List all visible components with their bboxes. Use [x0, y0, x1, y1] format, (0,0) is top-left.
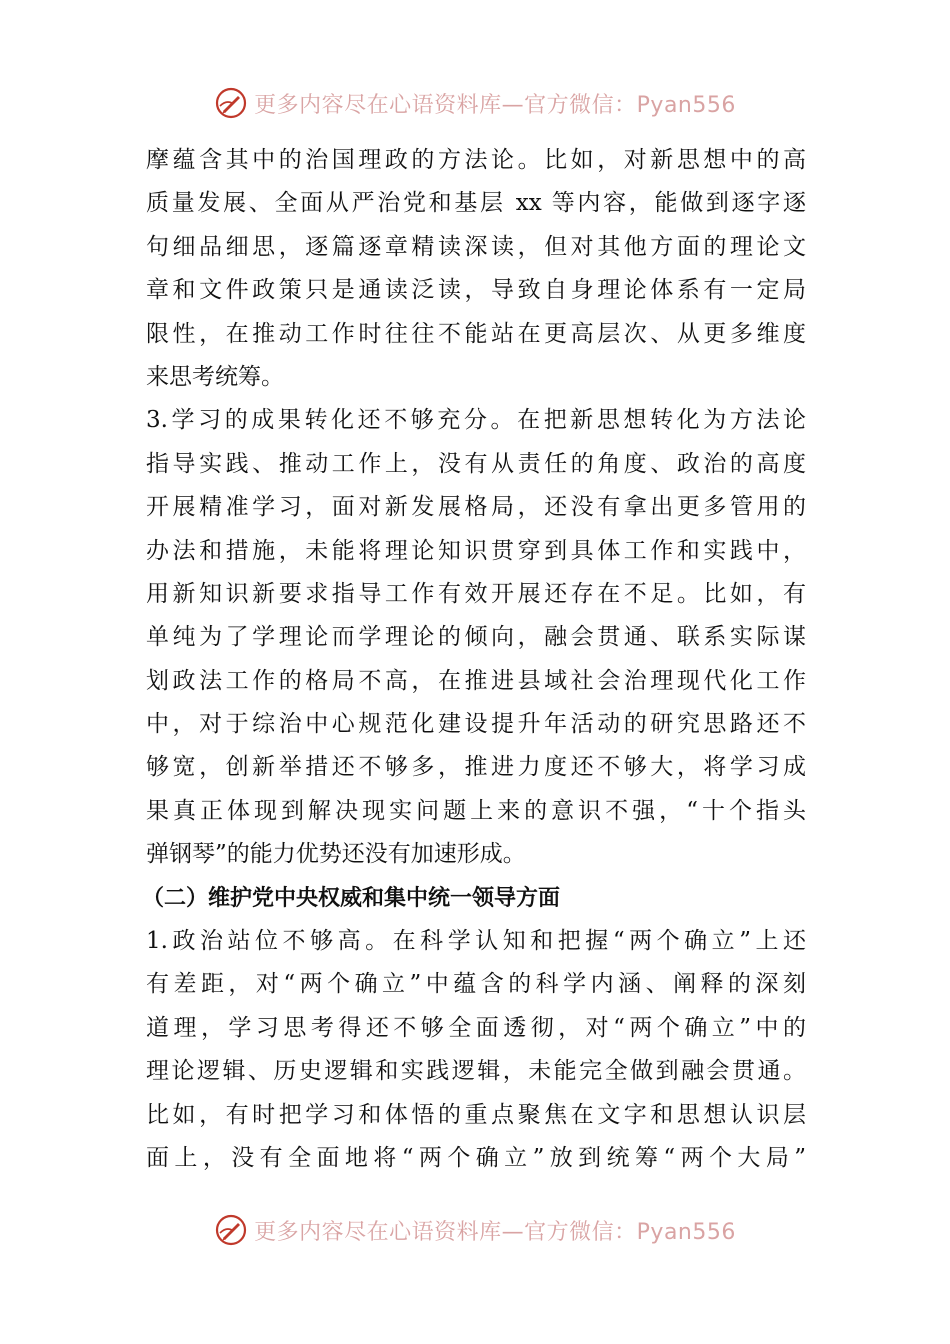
document-body [142, 139, 806, 1180]
text-line: 章和文件政策只是通读泛读，导致自身理论体系有一定局 [146, 277, 806, 304]
footer-wechat-id: Pyan556 [636, 1219, 736, 1245]
header-wechat-id: Pyan556 [636, 92, 736, 118]
header-banner [0, 79, 950, 127]
text-line: 面上，没有全面地将“两个确立”放到统筹“两个大局” [146, 1144, 806, 1171]
text-line: 用新知识新要求指导工作有效开展还存在不足。比如，有 [146, 580, 806, 607]
header-banner-text: 更多内容尽在心语资料库—官方微信：Pyan556 [254, 92, 736, 118]
text-line: 中，对于综治中心规范化建设提升年活动的研究思路还不 [146, 711, 806, 738]
text-line: 道理，学习思考得还不够全面透彻，对“两个确立”中的 [146, 1014, 806, 1041]
text-line: 划政法工作的格局不高，在推进县域社会治理现代化工作 [146, 667, 806, 694]
section-heading: （二）维护党中央权威和集中统一领导方面 [142, 885, 561, 911]
text-line: 质量发展、全面从严治党和基层 xx 等内容，能做到逐字逐 [146, 190, 806, 217]
footer-banner-text: 更多内容尽在心语资料库—官方微信：Pyan556 [254, 1219, 736, 1245]
text-line: 指导实践、推动工作上，没有从责任的角度、政治的高度 [146, 450, 806, 477]
text-line: 有差距，对“两个确立”中蕴含的科学内涵、阐释的深刻 [146, 971, 806, 998]
text-line: 比如，有时把学习和体悟的重点聚焦在文字和思想认识层 [146, 1101, 806, 1128]
text-line: 理论逻辑、历史逻辑和实践逻辑，未能完全做到融会贯通。 [146, 1058, 806, 1085]
text-line: 果真正体现到解决现实问题上来的意识不强，“十个指头 [146, 797, 806, 824]
text-line: 摩蕴含其中的治国理政的方法论。比如，对新思想中的高 [146, 147, 806, 173]
footer-banner [0, 1206, 950, 1254]
pen-logo-icon [214, 1213, 248, 1247]
text-line: 弹钢琴”的能力优势还没有加速形成。 [146, 841, 526, 868]
text-line: 句细品细思，逐篇逐章精读深读，但对其他方面的理论文 [146, 233, 806, 260]
text-line: 1.政治站位不够高。在科学认知和把握“两个确立”上还 [146, 928, 806, 955]
text-line: 够宽，创新举措还不够多，推进力度还不够大，将学习成 [146, 754, 806, 781]
text-line: 办法和措施，未能将理论知识贯穿到具体工作和实践中， [146, 537, 806, 564]
text-line: 开展精准学习，面对新发展格局，还没有拿出更多管用的 [146, 494, 806, 521]
pen-logo-icon [214, 86, 248, 120]
text-line: 3.学习的成果转化还不够充分。在把新思想转化为方法论 [146, 407, 806, 434]
text-line: 单纯为了学理论而学理论的倾向，融会贯通、联系实际谋 [146, 624, 806, 651]
text-line: 来思考统筹。 [146, 363, 284, 390]
text-line: 限性，在推动工作时往往不能站在更高层次、从更多维度 [146, 320, 806, 347]
